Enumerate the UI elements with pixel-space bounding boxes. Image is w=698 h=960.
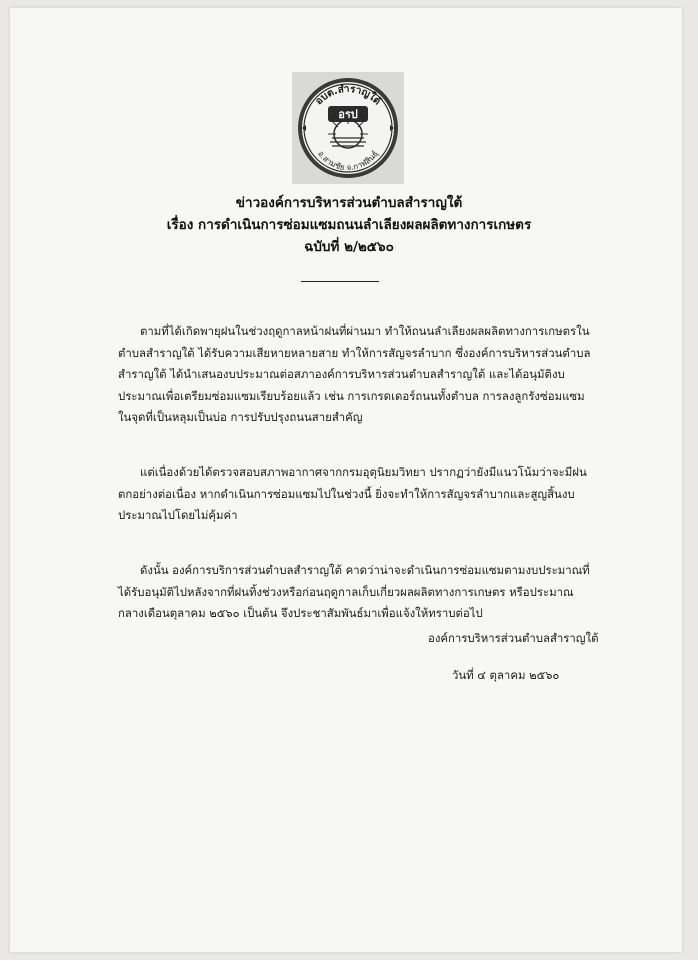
body-paragraph-3: ดังนั้น องค์การบริการส่วนตำบลสำราญใต้ คาดว่าน่าจะดำเนินการซ่อมแซมตามงบประมาณที่ได้รับอนุมัติไปหลังจากที่ฝนทิ้งช่วงหรือก่อนฤดูกาลเก็บเกี่ยวผลผลิตทางการเกษตร หรือประมาณกลางเดือนตุลาคม ๒๕๖๐ เป็นต้น จึงประชาสัมพันธ์มาเพื่อแจ้งให้ทราบต่อไป	[118, 563, 590, 620]
seal-graphic	[292, 72, 404, 184]
signature-date: วันที่ ๔ ตุลาคม ๒๕๖๐	[452, 668, 560, 682]
body-paragraph-1: ตามที่ได้เกิดพายุฝนในช่วงฤดูกาลหน้าฝนที่ผ่านมา ทำให้ถนนลำเลียงผลผลิตทางการเกษตรในตำบลสำราญใต้ ได้รับความเสียหายหลายสาย ทำให้การสัญจรลำบาก ซึ่งองค์การบริหารส่วนตำบลสำราญใต้ ได้นำเสนองบประมาณต่อสภาองค์การบริหารส่วนตำบลสำราญใต้ และได้อนุมัติงบประมาณเพื่อเตรียมซ่อมแซมเรียบร้อยแล้ว เช่น การเกรดเดอร์ถนนทั้งตำบล การลงลูกรังซ่อมแซมในจุดที่เป็นหลุมเป็นบ่อ การปรับปรุงถนนสายสำคัญ	[118, 324, 591, 424]
seal-top-text: อบต.สำราญใต้	[313, 83, 383, 108]
seal-bottom-text: อ.สามชัย จ.กาฬสินธุ์	[315, 149, 381, 173]
header-divider	[301, 281, 379, 282]
announcement-subject: เรื่อง การดำเนินการซ่อมแซมถนนลำเลียงผลผลิตทางการเกษตร	[166, 217, 532, 233]
announcement-issue-number: ฉบับที่ ๒/๒๕๖๐	[304, 239, 394, 255]
announcement-header	[0, 192, 698, 258]
organization-seal-icon	[292, 72, 404, 184]
seal-center-text: อรป	[338, 108, 358, 121]
signature-organization: องค์การบริหารส่วนตำบลสำราญใต้	[428, 631, 599, 645]
seal-inner-ring	[302, 82, 394, 174]
announcement-title: ข่าวองค์การบริหารส่วนตำบลสำราญใต้	[235, 195, 463, 211]
body-paragraph-2: แต่เนื่องด้วยได้ตรวจสอบสภาพอากาศจากกรมอุตุนิยมวิทยา ปรากฏว่ายังมีแนวโน้มว่าจะมีฝนตกอย่างต่อเนื่อง หากดำเนินการซ่อมแซมไปในช่วงนี้ ยิ่งจะทำให้การสัญจรลำบากและสูญสิ้นงบประมาณไปโดยไม่คุ้มค่า	[118, 465, 587, 522]
